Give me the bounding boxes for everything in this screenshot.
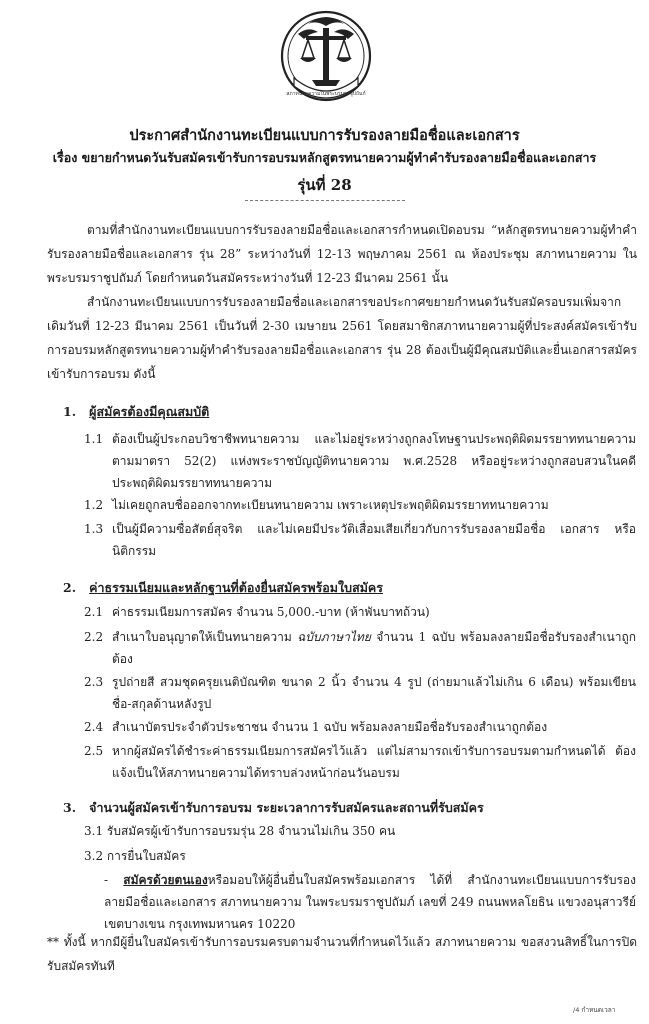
section-1-heading bbox=[63, 402, 209, 422]
item-2-1-number: 2.1 bbox=[84, 605, 104, 619]
item-2-4-number: 2.4 bbox=[84, 720, 104, 734]
bullet-rest-text: หรือมอบให้ผู้อื่นยื่นใบสมัครพร้อมเอกสาร ได้ที่ สำนักงานทะเบียนแบบการรับรองลายมือชื่อและเอกสาร สภาทนายความ ในพระบรมราชูปถัมภ์ เลขที่ 249 ถนนพหลโยธิน แขวงอนุสาวรีย์ เขตบางเขน กรุงเทพมหานคร 10220 bbox=[104, 873, 637, 931]
item-2-4-text: สำเนาบัตรประจำตัวประชาชน จำนวน 1 ฉบับ พร้อมลงลายมือชื่อรับรองสำเนาถูกต้อง bbox=[112, 720, 548, 734]
item-2-3-number: 2.3 bbox=[84, 675, 104, 689]
item-2-2-text bbox=[112, 626, 636, 670]
announcement-subject: เรื่อง ขยายกำหนดวันรับสมัครเข้ารับการอบรมหลักสูตรทนายความผู้ทำคำรับรองลายมือชื่อและเอกสาร bbox=[52, 150, 597, 165]
item-2-2-number: 2.2 bbox=[84, 630, 104, 644]
item-3-2-text: 3.2 การยื่นใบสมัคร bbox=[84, 849, 186, 863]
announcement-title: ประกาศสำนักงานทะเบียนแบบการรับรองลายมือชื่อและเอกสาร bbox=[129, 127, 520, 144]
intro-paragraph-2: สำนักงานทะเบียนแบบการรับรองลายมือชื่อและเอกสารขอประกาศขยายกำหนดวันรับสมัครอบรมเพิ่มจากเดิมวันที่ 12-23 มีนาคม 2561 เป็นวันที่ 2-30 เมษายน 2561 โดยสมาชิกสภาทนายความผู้ที่ประสงค์สมัครเข้ารับการอบรมหลักสูตรทนายความผู้ทำคำรับรองลายมือชื่อและเอกสาร รุ่น 28 ต้องเป็นผู้มีคุณสมบัติและยื่นเอกสารสมัครเข้ารับการอบรม ดังนี้ bbox=[47, 295, 637, 381]
item-1-1-text: ต้องเป็นผู้ประกอบวิชาชีพทนายความ และไม่อยู่ระหว่างถูกลงโทษฐานประพฤติผิดมรรยาททนายความ ตามมาตรา 52(2) แห่งพระราชบัญญัติทนายความ พ.ศ.2528 หรืออยู่ระหว่างถูกสอบสวนในคดีประพฤติผิดมรรยาททนายความ bbox=[112, 432, 636, 490]
lawyers-council-seal-icon bbox=[278, 6, 374, 114]
section-1-title: ผู้สมัครต้องมีคุณสมบัติ bbox=[89, 404, 210, 419]
section-3-heading bbox=[63, 798, 484, 818]
announcement-batch: รุ่นที่ 28 bbox=[297, 176, 352, 194]
section-1-number: 1. bbox=[63, 404, 77, 419]
item-3-2-bullet bbox=[104, 869, 636, 935]
section-2-heading bbox=[63, 578, 383, 598]
item-1-3-text: เป็นผู้มีความซื่อสัตย์สุจริต และไม่เคยมีประวัติเสื่อมเสียเกี่ยวกับการรับรองลายมือชื่อ เอกสาร หรือนิติกรรม bbox=[112, 522, 636, 558]
bullet-prefix: - bbox=[104, 873, 124, 887]
item-2-3-text: รูปถ่ายสี สวมชุดครุยเนติบัณฑิต ขนาด 2 นิ้ว จำนวน 4 รูป (ถ่ายมาแล้วไม่เกิน 6 เดือน) พร้อมเขียนชื่อ-สกุลด้านหลังรูป bbox=[112, 675, 636, 711]
next-page-reference: /4 กำหนดเวลา bbox=[573, 1006, 616, 1014]
item-3-1-text: 3.1 รับสมัครผู้เข้ารับการอบรมรุ่น 28 จำนวนไม่เกิน 350 คน bbox=[84, 824, 396, 838]
item-2-2-text-italic: ฉบับภาษาไทย bbox=[297, 630, 371, 644]
item-2-5-number: 2.5 bbox=[84, 744, 104, 758]
section-2-number: 2. bbox=[63, 580, 77, 595]
item-1-2-number: 1.2 bbox=[84, 498, 104, 512]
seal-ring-text: สภาทนายความในพระบรมราชูปถัมภ์ bbox=[286, 91, 366, 97]
item-2-1-text: ค่าธรรมเนียมการสมัคร จำนวน 5,000.-บาท (ห้าพันบาทถ้วน) bbox=[112, 605, 430, 619]
section-3-title: จำนวนผู้สมัครเข้ารับการอบรม ระยะเวลาการรับสมัครและสถานที่รับสมัคร bbox=[89, 800, 484, 815]
item-1-1-number: 1.1 bbox=[84, 432, 104, 446]
item-2-2-text-a: สำเนาใบอนุญาตให้เป็นทนายความ bbox=[112, 630, 298, 644]
bullet-in-person-emphasis: สมัครด้วยตนเอง bbox=[123, 873, 208, 887]
item-1-2-text: ไม่เคยถูกลบชื่อออกจากทะเบียนทนายความ เพราะเหตุประพฤติผิดมรรยาททนายความ bbox=[112, 498, 549, 512]
footnote: ** ทั้งนี้ หากมีผู้ยื่นใบสมัครเข้ารับการอบรมครบตามจำนวนที่กำหนดไว้แล้ว สภาทนายความ ขอสงวนสิทธิ์ในการปิดรับสมัครทันที bbox=[47, 935, 637, 973]
section-2-title: ค่าธรรมเนียมและหลักฐานที่ต้องยื่นสมัครพร้อมใบสมัคร bbox=[89, 580, 384, 595]
section-3-number: 3. bbox=[63, 800, 77, 815]
header-divider bbox=[245, 200, 405, 201]
item-1-3-number: 1.3 bbox=[84, 522, 104, 536]
intro-paragraph-1: ตามที่สำนักงานทะเบียนแบบการรับรองลายมือชื่อและเอกสารกำหนดเปิดอบรม “หลักสูตรทนายความผู้ทำคำรับรองลายมือชื่อและเอกสาร รุ่น 28” ระหว่างวันที่ 12-13 พฤษภาคม 2561 ณ ห้องประชุม สภาทนายความ ในพระบรมราชูปถัมภ์ โดยกำหนดวันสมัครระหว่างวันที่ 12-23 มีนาคม 2561 นั้น bbox=[47, 223, 637, 285]
item-2-5-text: หากผู้สมัครได้ชำระค่าธรรมเนียมการสมัครไว้แล้ว แต่ไม่สามารถเข้ารับการอบรมตามกำหนดได้ ต้องแจ้งเป็นให้สภาทนายความได้ทราบล่วงหน้าก่อนวันอบรม bbox=[112, 744, 636, 780]
item-2-2-text-b: จำนวน 1 ฉบับ พร้อมลงลายมือชื่อรับรองสำเนาถูกต้อง bbox=[112, 630, 636, 666]
